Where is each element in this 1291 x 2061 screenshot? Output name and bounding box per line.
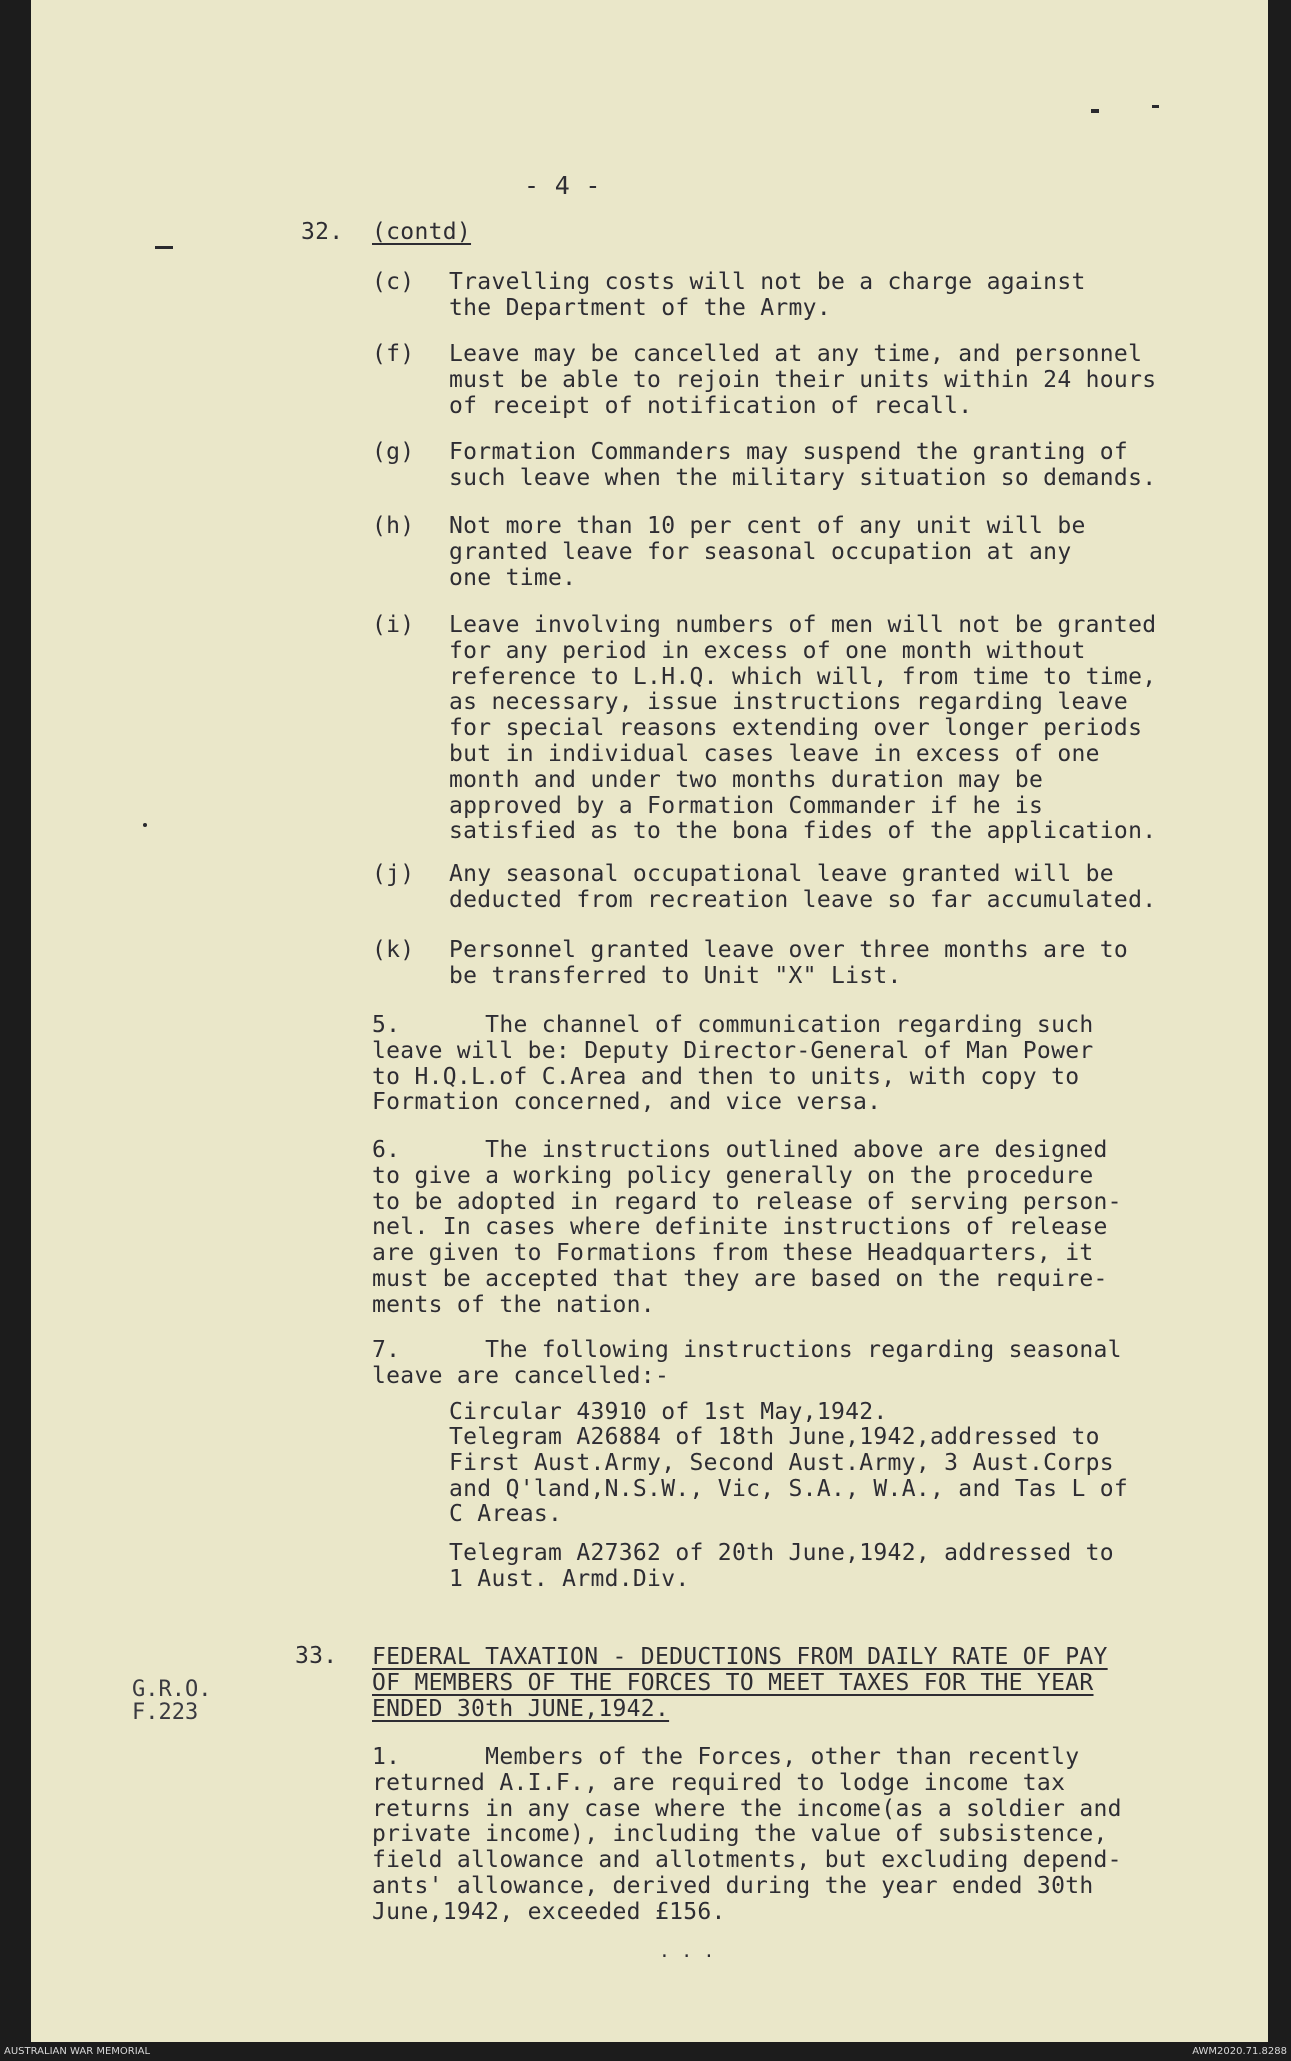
- clause-f-label: (f): [372, 341, 415, 367]
- cancelled-item-3: Telegram A27362 of 20th June,1942, addressed to 1 Aust. Armd.Div.: [449, 1540, 1114, 1592]
- footer-institution: AUSTRALIAN WAR MEMORIAL: [4, 2046, 151, 2057]
- clause-h-text: Not more than 10 per cent of any unit will be granted leave for seasonal occupation at any one time.: [449, 513, 1086, 591]
- punch-mark-left-2: [143, 823, 147, 827]
- punch-mark-top-right-2: [1152, 105, 1159, 108]
- paragraph-5: 5. The channel of communication regarding such leave will be: Deputy Director-General of Man Power to H.Q.L.of C.Area and then to units, with copy to Formation concerned, and vice versa.: [372, 1012, 1094, 1116]
- clause-i-text: Leave involving numbers of men will not be granted for any period in excess of one month without reference to L.H.Q. which will, from time to time, as necessary, issue instructions regarding leave for special reasons extending over longer periods but in individual cases leave in excess of one month and under two months duration may be approved by a Formation Commander if he is satisfied as to the bona fides of the application.: [449, 612, 1157, 845]
- clause-k-text: Personnel granted leave over three months are to be transferred to Unit "X" List.: [449, 937, 1129, 989]
- clause-j-text: Any seasonal occupational leave granted will be deducted from recreation leave so far accumulated.: [449, 861, 1157, 913]
- clause-g-text: Formation Commanders may suspend the granting of such leave when the military situation so demands.: [449, 439, 1157, 491]
- section-32-number: 32.: [301, 219, 344, 245]
- clause-j-label: (j): [372, 861, 415, 887]
- section-32-heading: (contd): [372, 219, 472, 245]
- clause-k-label: (k): [372, 937, 415, 963]
- clause-f-text: Leave may be cancelled at any time, and personnel must be able to rejoin their units within 24 hours of receipt of notification of recall.: [449, 341, 1157, 419]
- punch-mark-top-right: [1091, 109, 1099, 113]
- clause-i-label: (i): [372, 612, 415, 638]
- paragraph-7: 7. The following instructions regarding seasonal leave are cancelled:-: [372, 1337, 1122, 1389]
- clause-g-label: (g): [372, 439, 415, 465]
- footer-accession-number: AWM2020.71.8288: [1192, 2046, 1287, 2057]
- cancelled-item-2: Telegram A26884 of 18th June,1942,addressed to First Aust.Army, Second Aust.Army, 3 Aust.Corps and Q'land,N.S.W., Vic, S.A., W.A., and Tas L of C Areas.: [449, 1424, 1129, 1528]
- clause-c-text: Travelling costs will not be a charge against the Department of the Army.: [449, 269, 1086, 321]
- cancelled-item-1: Circular 43910 of 1st May,1942.: [449, 1399, 888, 1425]
- section-33-paragraph-1: 1. Members of the Forces, other than recently returned A.I.F., are required to lodge income tax returns in any case where the income(as a soldier and private income), including the value of subsistence, field allowance and allotments, but excluding depend- ants' allowance, derived during the year ended 30th June,1942, exceeded £156.: [372, 1744, 1122, 1925]
- page-number: - 4 -: [524, 171, 601, 200]
- section-33-margin-reference: G.R.O. F.223: [132, 1677, 212, 1725]
- archive-footer: [0, 2042, 1291, 2061]
- punch-mark-left: [155, 246, 173, 249]
- continuation-dots: . . .: [659, 1941, 715, 1962]
- section-33-number: 33.: [295, 1643, 338, 1669]
- section-33-heading: FEDERAL TAXATION - DEDUCTIONS FROM DAILY RATE OF PAY OF MEMBERS OF THE FORCES TO MEET TAXES FOR THE YEAR ENDED 30th JUNE,1942.: [372, 1644, 1108, 1722]
- clause-h-label: (h): [372, 513, 415, 539]
- paragraph-6: 6. The instructions outlined above are designed to give a working policy generally on the procedure to be adopted in regard to release of serving person- nel. In cases where definite instructions of release are given to Formations from these Headquarters, it must be accepted that they are based on the require- ments of the nation.: [372, 1137, 1122, 1318]
- document-page: [31, 0, 1268, 2042]
- clause-c-label: (c): [372, 269, 415, 295]
